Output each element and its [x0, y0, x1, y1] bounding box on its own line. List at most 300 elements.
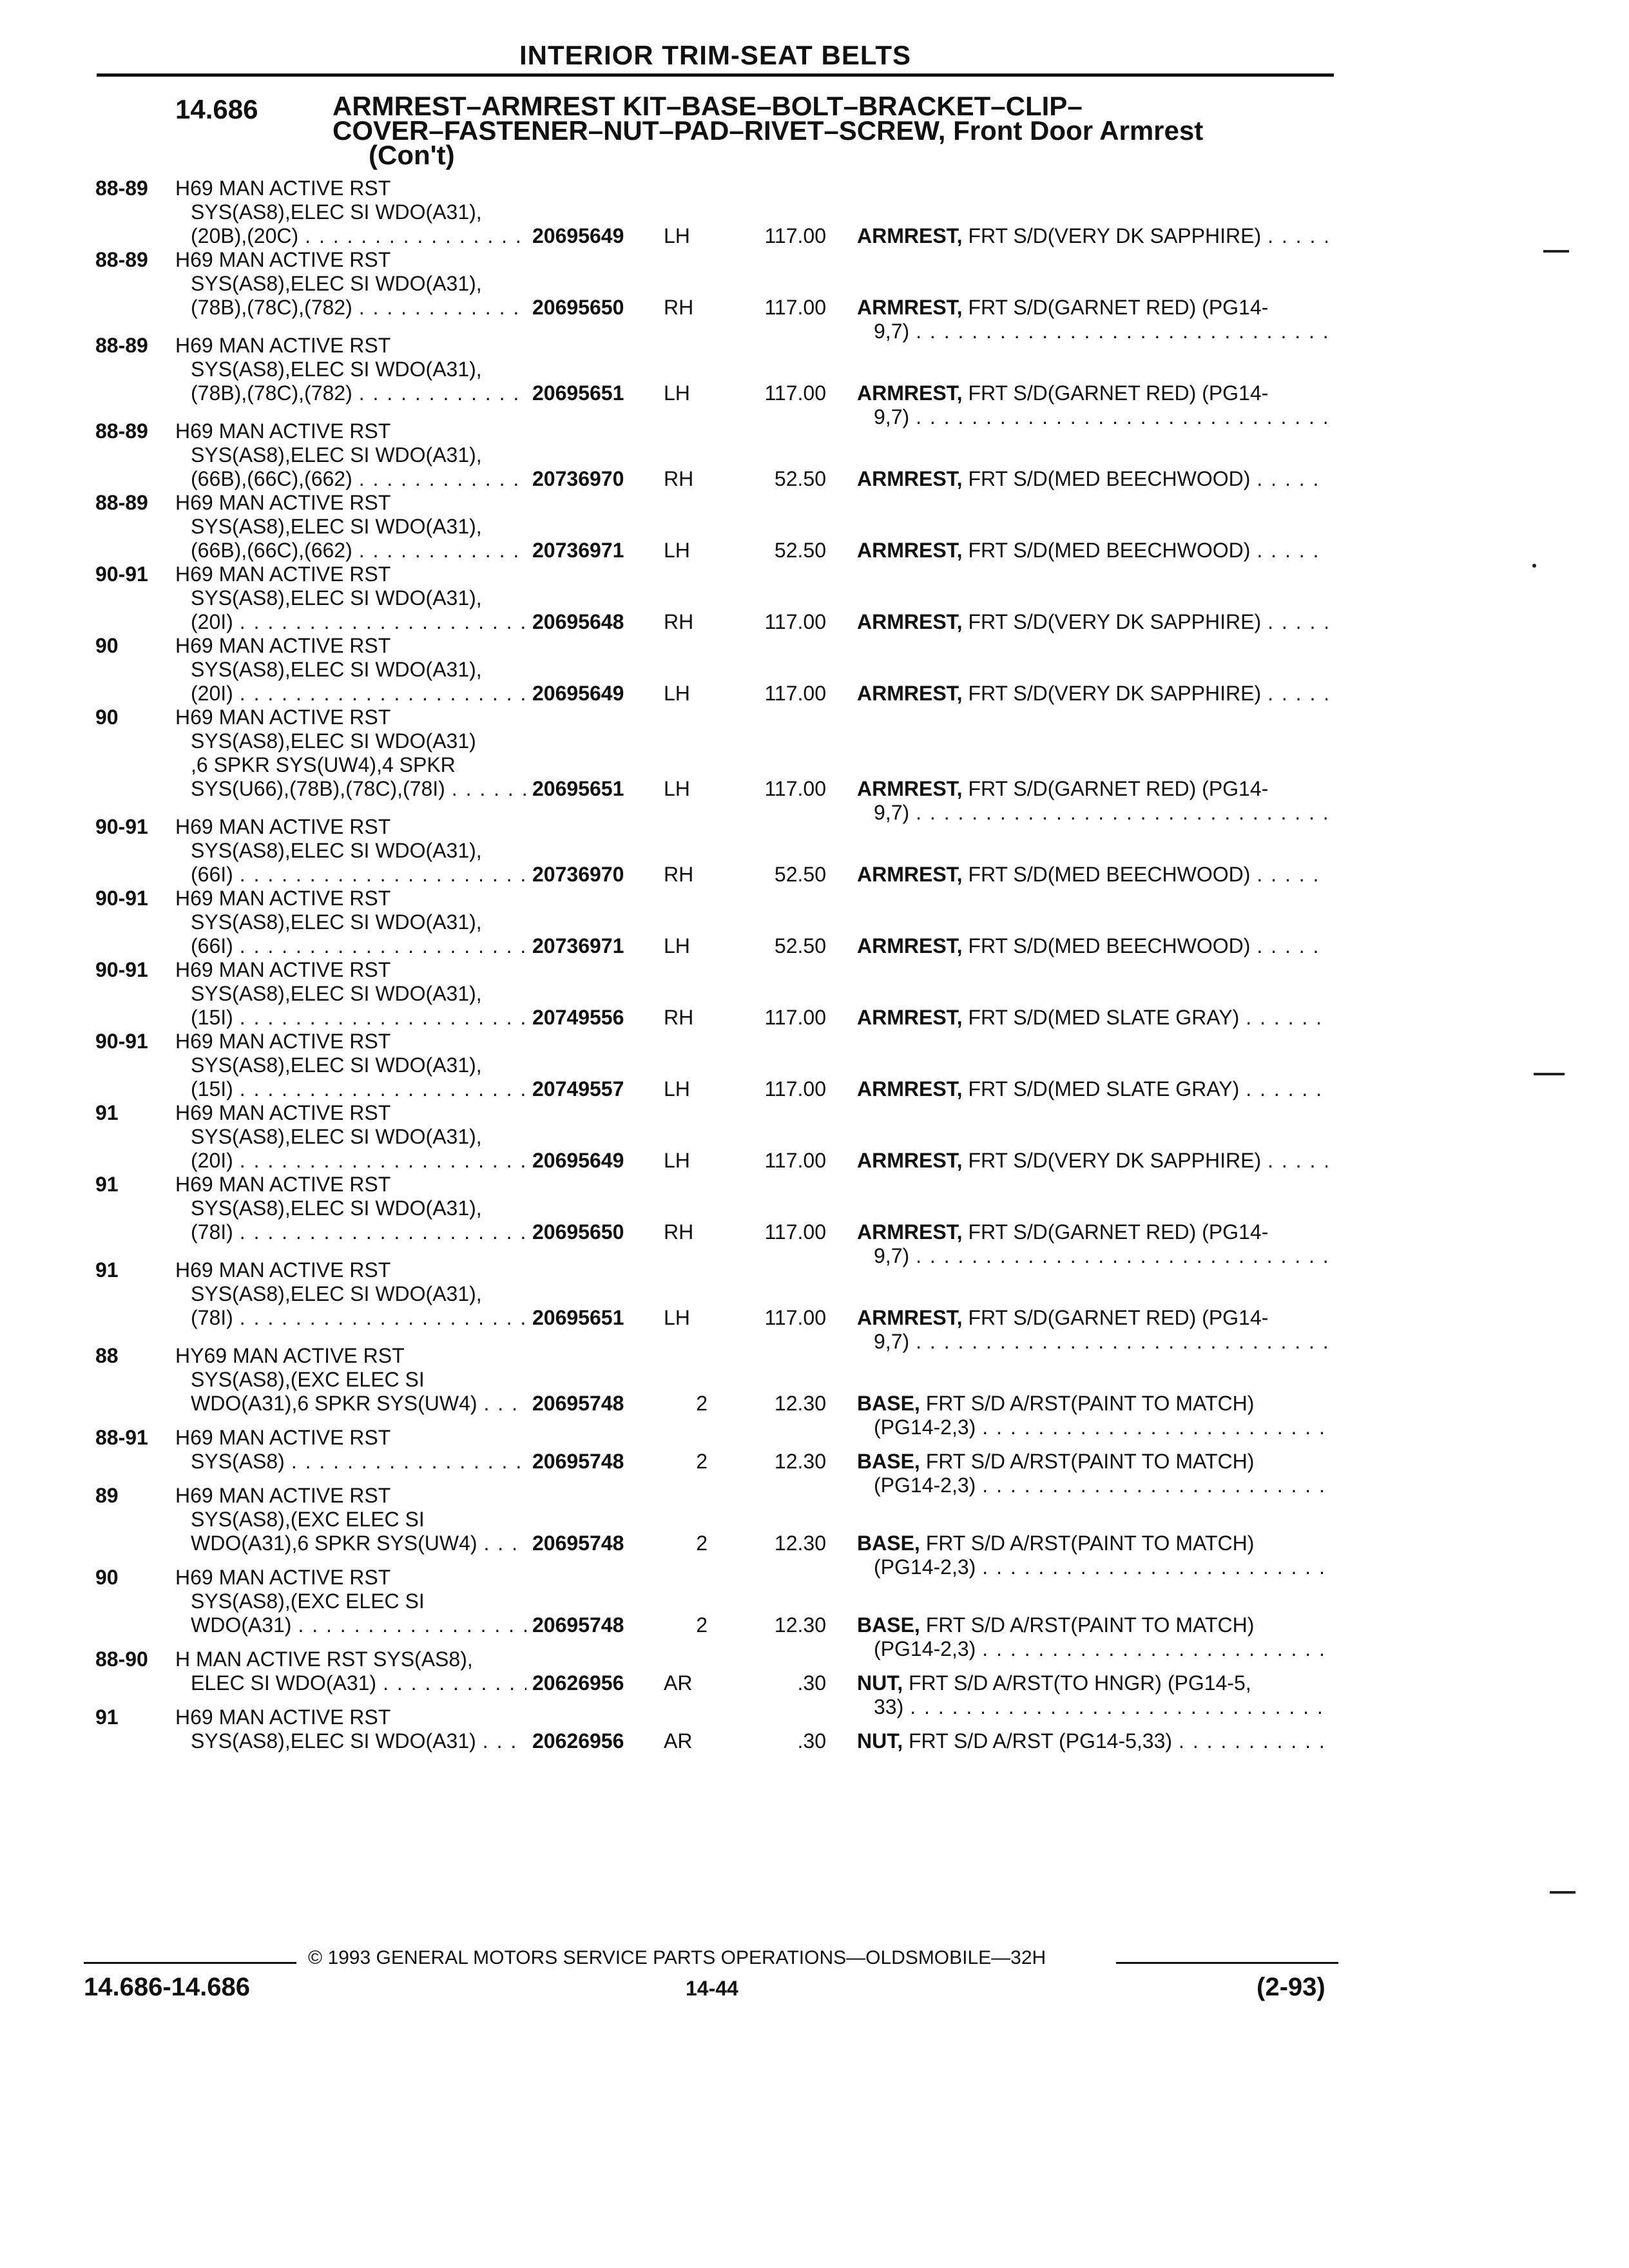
quantity: AR [664, 1671, 693, 1695]
description-line [175, 863, 526, 887]
description-text: SYS(AS8),ELEC SI WDO(A31) [191, 1729, 476, 1753]
part-name-line [857, 224, 1327, 248]
dot-leader [359, 539, 526, 562]
model-years: 91 [95, 1173, 119, 1196]
footer-section-range: 14.686-14.686 [84, 1973, 251, 2001]
description-line [175, 1030, 526, 1053]
model-years: 88-89 [95, 248, 148, 271]
part-name-detail: FRT S/D(GARNET RED) (PG14- [962, 1306, 1269, 1329]
part-name-bold: ARMREST, [857, 863, 963, 886]
description-text: (20B),(20C) [191, 224, 299, 247]
description-text: WDO(A31) [191, 1613, 292, 1637]
part-name-detail: FRT S/D(VERY DK SAPPHIRE) [962, 224, 1262, 247]
description-line [175, 248, 526, 272]
model-years: 88-89 [95, 334, 148, 357]
table-row [0, 177, 1629, 248]
footer-page-number: 14-44 [686, 1977, 738, 2000]
part-name-line [857, 777, 1327, 801]
quantity: RH [664, 1006, 694, 1029]
part-name [857, 467, 1327, 491]
description-line [175, 1532, 526, 1555]
quantity: LH [664, 381, 690, 405]
model-years: 90 [95, 706, 119, 729]
part-name-bold: ARMREST, [857, 1077, 963, 1100]
part-name-detail: FRT S/D(VERY DK SAPPHIRE) [962, 610, 1262, 633]
part-name-text [857, 539, 1250, 562]
description-text: (20I) [191, 1149, 233, 1172]
part-name [857, 610, 1327, 634]
part-number: 20736971 [532, 934, 624, 957]
quantity: RH [664, 610, 694, 633]
dot-leader [1257, 467, 1327, 491]
description-line [175, 958, 526, 982]
unit-price: 117.00 [764, 224, 826, 247]
description-line [175, 777, 526, 801]
application-description [175, 1344, 526, 1416]
part-name-text [857, 1306, 1268, 1330]
description-line [175, 1306, 526, 1330]
description-line [175, 381, 526, 405]
description-text: SYS(AS8),(EXC ELEC SI [191, 1508, 425, 1531]
description-line [175, 296, 526, 320]
part-number: 20736970 [532, 467, 624, 490]
dot-leader [298, 1613, 526, 1637]
part-name [857, 1149, 1327, 1173]
part-name [857, 539, 1327, 562]
part-name-line [857, 1220, 1327, 1244]
table-row [0, 1706, 1629, 1753]
part-name-line [857, 1532, 1327, 1555]
model-years: 91 [95, 1258, 119, 1282]
part-name-detail: FRT S/D A/RST (PG14-5,33) [903, 1729, 1173, 1753]
description-text: H69 MAN ACTIVE RST [175, 1101, 391, 1124]
dot-leader [240, 1220, 526, 1244]
application-description [175, 1258, 526, 1330]
description-line [175, 1282, 526, 1306]
part-name-bold: ARMREST, [857, 1149, 963, 1172]
application-description [175, 419, 526, 491]
unit-price: 117.00 [764, 1149, 826, 1172]
description-text: H69 MAN ACTIVE RST [175, 491, 391, 514]
description-text: HY69 MAN ACTIVE RST [175, 1344, 405, 1367]
description-line [175, 1196, 526, 1220]
part-name-line [857, 1450, 1327, 1474]
table-row [0, 706, 1629, 824]
description-text: (20I) [191, 610, 233, 633]
dot-leader [1246, 1077, 1327, 1101]
model-years: 90-91 [95, 815, 148, 838]
footer-rule-left [84, 1962, 296, 1964]
description-line [175, 839, 526, 863]
part-name-bold: BASE, [857, 1450, 920, 1473]
part-name-detail: FRT S/D A/RST(PAINT TO MATCH) [920, 1450, 1255, 1473]
quantity: LH [664, 1077, 690, 1100]
part-name-bold: NUT, [857, 1671, 903, 1695]
quantity: LH [664, 1149, 690, 1172]
part-number: 20695748 [532, 1450, 624, 1473]
part-name-text [857, 1671, 1251, 1695]
parts-list [0, 177, 1629, 1753]
description-line [175, 358, 526, 381]
dot-leader [240, 1149, 526, 1173]
description-text: H69 MAN ACTIVE RST [175, 419, 391, 443]
part-number: 20626956 [532, 1671, 624, 1695]
dot-leader [240, 682, 526, 706]
dot-leader [484, 1392, 526, 1416]
part-name-text [857, 610, 1261, 634]
part-name-detail: (PG14-2,3) [874, 1555, 976, 1579]
table-row [0, 815, 1629, 887]
description-line [175, 1426, 526, 1450]
quantity: LH [664, 777, 690, 800]
unit-price: .30 [797, 1729, 826, 1753]
description-line [175, 491, 526, 515]
description-line [175, 1258, 526, 1282]
description-text: H69 MAN ACTIVE RST [175, 1030, 391, 1053]
description-text: SYS(AS8),ELEC SI WDO(A31), [191, 1125, 482, 1148]
description-text: (15I) [191, 1077, 233, 1100]
description-text: SYS(AS8),ELEC SI WDO(A31), [191, 1282, 482, 1305]
application-description [175, 248, 526, 320]
description-text: SYS(AS8),ELEC SI WDO(A31), [191, 200, 482, 224]
application-description [175, 1706, 526, 1753]
part-name-line [857, 682, 1327, 706]
description-line [175, 1392, 526, 1416]
description-line [175, 272, 526, 296]
part-name-detail: 9,7) [874, 801, 910, 824]
page-header-title: INTERIOR TRIM-SEAT BELTS [519, 40, 912, 70]
description-text: SYS(AS8),ELEC SI WDO(A31), [191, 1053, 482, 1077]
part-name-detail: FRT S/D(MED BEECHWOOD) [962, 467, 1251, 490]
description-text: H69 MAN ACTIVE RST [175, 1484, 391, 1507]
part-name-bold: ARMREST, [857, 296, 963, 319]
part-number: 20749556 [532, 1006, 624, 1029]
table-row [0, 248, 1629, 343]
part-number: 20695651 [532, 381, 624, 405]
part-number: 20695650 [532, 1220, 624, 1244]
application-description [175, 634, 526, 706]
part-number: 20695649 [532, 682, 624, 705]
part-name-bold: ARMREST, [857, 934, 963, 957]
part-name-detail: FRT S/D(MED BEECHWOOD) [962, 934, 1251, 957]
dot-leader [383, 1671, 526, 1695]
section-number: 14.686 [175, 94, 258, 124]
part-number: 20695649 [532, 224, 624, 247]
part-name-detail: FRT S/D A/RST(PAINT TO MATCH) [920, 1532, 1255, 1555]
description-text: SYS(U66),(78B),(78C),(78I) [191, 777, 445, 800]
part-name-line [857, 934, 1327, 958]
description-line [175, 515, 526, 539]
description-text: H69 MAN ACTIVE RST [175, 1173, 391, 1196]
description-line [175, 1706, 526, 1729]
part-name-detail: FRT S/D(VERY DK SAPPHIRE) [962, 1149, 1262, 1172]
description-line [175, 562, 526, 586]
description-line [175, 1729, 526, 1753]
part-name-detail: 9,7) [874, 1244, 910, 1267]
description-text: SYS(AS8),ELEC SI WDO(A31), [191, 358, 482, 381]
quantity: LH [664, 682, 690, 705]
margin-mark [1550, 1891, 1576, 1894]
description-text: SYS(AS8),ELEC SI WDO(A31), [191, 515, 482, 538]
description-line [175, 1125, 526, 1149]
dot-leader [291, 1450, 526, 1474]
description-line [175, 1344, 526, 1368]
description-line [175, 1648, 526, 1671]
part-name-line [857, 863, 1327, 887]
description-line [175, 1077, 526, 1101]
dot-leader [452, 777, 526, 801]
description-text: H69 MAN ACTIVE RST [175, 562, 391, 586]
part-name-text [857, 1729, 1172, 1753]
description-text: ,6 SPKR SYS(UW4),4 SPKR [191, 753, 456, 776]
part-name [857, 1729, 1327, 1753]
unit-price: 117.00 [764, 1077, 826, 1100]
part-name-line [857, 1671, 1327, 1695]
part-name-bold: BASE, [857, 1392, 920, 1415]
section-title-line: COVER–FASTENER–NUT–PAD–RIVET–SCREW, Front Door Armrest [333, 115, 1204, 146]
part-name-line [857, 1077, 1327, 1101]
part-name-detail: 33) [874, 1695, 904, 1718]
description-line [175, 729, 526, 753]
part-name-text [857, 1392, 1254, 1416]
description-line [175, 224, 526, 248]
unit-price: 52.50 [774, 539, 826, 562]
footer-rule-right [1116, 1962, 1338, 1964]
part-name-text [857, 1077, 1239, 1101]
description-line [175, 610, 526, 634]
part-name-bold: ARMREST, [857, 777, 963, 800]
description-line [175, 1590, 526, 1613]
unit-price: 117.00 [764, 381, 826, 405]
description-text: (78I) [191, 1220, 233, 1244]
unit-price: 117.00 [764, 1220, 826, 1244]
part-name-text [857, 467, 1250, 491]
part-number: 20736971 [532, 539, 624, 562]
part-name-bold: ARMREST, [857, 682, 963, 705]
part-number: 20736970 [532, 863, 624, 886]
dot-leader [305, 224, 526, 248]
description-line [175, 634, 526, 658]
quantity: LH [664, 539, 690, 562]
table-row [0, 634, 1629, 706]
table-row [0, 887, 1629, 958]
description-text: H69 MAN ACTIVE RST [175, 815, 391, 838]
table-row [0, 562, 1629, 634]
description-line [175, 934, 526, 958]
part-name-text [857, 777, 1268, 801]
part-name-text [857, 1220, 1268, 1244]
dot-leader [359, 296, 526, 320]
dot-leader [240, 934, 526, 958]
description-line [175, 1450, 526, 1474]
dot-leader [1257, 539, 1327, 562]
margin-mark [1534, 1073, 1565, 1075]
unit-price: 12.30 [774, 1392, 826, 1415]
unit-price: 117.00 [764, 610, 826, 633]
table-row [0, 419, 1629, 491]
dot-leader [1268, 610, 1327, 634]
dot-leader [484, 1532, 526, 1555]
model-years: 90-91 [95, 1030, 148, 1053]
application-description [175, 1648, 526, 1695]
part-name-detail: FRT S/D(MED SLATE GRAY) [962, 1077, 1240, 1100]
part-name-bold: BASE, [857, 1613, 920, 1637]
description-line [175, 1368, 526, 1392]
description-text: SYS(AS8),ELEC SI WDO(A31), [191, 443, 482, 466]
part-name-text [857, 1149, 1261, 1173]
quantity: 2 [696, 1613, 708, 1637]
part-name-bold: ARMREST, [857, 381, 963, 405]
description-line [175, 753, 526, 777]
part-name-detail: FRT S/D(MED BEECHWOOD) [962, 539, 1251, 562]
part-name-bold: NUT, [857, 1729, 903, 1753]
description-text: H69 MAN ACTIVE RST [175, 1426, 391, 1449]
unit-price: 52.50 [774, 467, 826, 490]
part-name-text [857, 1532, 1254, 1555]
dot-leader [359, 467, 526, 491]
part-name-line [857, 1306, 1327, 1330]
part-name-line [857, 1613, 1327, 1637]
table-row [0, 1173, 1629, 1267]
part-name-text [857, 1006, 1239, 1030]
part-name-detail: FRT S/D(GARNET RED) (PG14- [962, 381, 1269, 405]
description-text: (78B),(78C),(782) [191, 296, 352, 319]
dot-leader [240, 863, 526, 887]
description-line [175, 334, 526, 358]
description-line [175, 1053, 526, 1077]
model-years: 88-90 [95, 1648, 148, 1671]
model-years: 91 [95, 1101, 119, 1124]
part-name-detail: 9,7) [874, 320, 910, 343]
model-years: 90 [95, 1566, 119, 1589]
part-name-line [857, 1006, 1327, 1030]
description-text: SYS(AS8),(EXC ELEC SI [191, 1368, 425, 1391]
part-name-detail: 9,7) [874, 1330, 910, 1353]
part-name-detail: FRT S/D(GARNET RED) (PG14- [962, 777, 1269, 800]
model-years: 88-89 [95, 491, 148, 514]
part-number: 20695748 [532, 1532, 624, 1555]
dot-leader [1246, 1006, 1327, 1030]
description-line [175, 1508, 526, 1532]
footer-revision-date: (2-93) [1257, 1973, 1325, 2001]
part-name-text [857, 296, 1268, 320]
quantity: RH [664, 863, 694, 886]
description-text: H69 MAN ACTIVE RST [175, 1566, 391, 1589]
table-row [0, 1030, 1629, 1101]
part-name-bold: BASE, [857, 1532, 920, 1555]
unit-price: 12.30 [774, 1613, 826, 1637]
description-text: WDO(A31),6 SPKR SYS(UW4) [191, 1392, 477, 1415]
description-line [175, 982, 526, 1006]
description-text: SYS(AS8),ELEC SI WDO(A31), [191, 658, 482, 681]
description-text: SYS(AS8),ELEC SI WDO(A31), [191, 910, 482, 934]
description-text: (15I) [191, 1006, 233, 1029]
description-line [175, 200, 526, 224]
dot-leader [240, 1006, 526, 1030]
footer-copyright: © 1993 GENERAL MOTORS SERVICE PARTS OPERATIONS—OLDSMOBILE—32H [308, 1947, 1046, 1968]
model-years: 88-91 [95, 1426, 148, 1449]
part-name-bold: ARMREST, [857, 1306, 963, 1329]
part-number: 20695748 [532, 1392, 624, 1415]
application-description [175, 1173, 526, 1244]
part-name-detail: FRT S/D(MED BEECHWOOD) [962, 863, 1251, 886]
part-name-bold: ARMREST, [857, 467, 963, 490]
part-number: 20695651 [532, 1306, 624, 1329]
quantity: AR [664, 1729, 693, 1753]
unit-price: 117.00 [764, 296, 826, 319]
description-text: H69 MAN ACTIVE RST [175, 177, 391, 200]
application-description [175, 958, 526, 1030]
part-name-detail: (PG14-2,3) [874, 1474, 976, 1497]
quantity: LH [664, 1306, 690, 1329]
part-name-line [857, 610, 1327, 634]
part-name-bold: ARMREST, [857, 1006, 963, 1029]
dot-leader [1268, 682, 1327, 706]
description-text: (66I) [191, 863, 233, 886]
unit-price: 12.30 [774, 1450, 826, 1473]
application-description [175, 177, 526, 248]
part-number: 20695648 [532, 610, 624, 633]
description-text: SYS(AS8),ELEC SI WDO(A31) [191, 729, 476, 753]
description-line [175, 419, 526, 443]
description-text: (78I) [191, 1306, 233, 1329]
part-name-text [857, 1613, 1254, 1637]
part-name [857, 682, 1327, 706]
description-line [175, 910, 526, 934]
description-text: SYS(AS8),ELEC SI WDO(A31), [191, 1196, 482, 1220]
unit-price: 12.30 [774, 1532, 826, 1555]
part-name-text [857, 863, 1250, 887]
description-text: WDO(A31),6 SPKR SYS(UW4) [191, 1532, 477, 1555]
part-name-line [857, 467, 1327, 491]
dot-leader [1257, 863, 1327, 887]
unit-price: 117.00 [764, 777, 826, 800]
part-number: 20695650 [532, 296, 624, 319]
model-years: 90 [95, 634, 119, 657]
part-name-detail: 9,7) [874, 405, 910, 428]
description-line [175, 1566, 526, 1590]
part-name [857, 863, 1327, 887]
description-line [175, 1220, 526, 1244]
part-name-detail: (PG14-2,3) [874, 1637, 976, 1660]
part-name-line [857, 539, 1327, 562]
description-text: H69 MAN ACTIVE RST [175, 1258, 391, 1282]
application-description [175, 887, 526, 958]
part-name-bold: ARMREST, [857, 539, 963, 562]
table-row [0, 334, 1629, 428]
part-name [857, 1006, 1327, 1030]
part-name [857, 934, 1327, 958]
model-years: 90-91 [95, 562, 148, 586]
description-line [175, 1101, 526, 1125]
quantity: RH [664, 467, 694, 490]
description-line [175, 1173, 526, 1196]
description-text: (66B),(66C),(662) [191, 539, 352, 562]
quantity: LH [664, 934, 690, 957]
part-name [857, 1077, 1327, 1101]
part-name-line [857, 1392, 1327, 1416]
part-name-text [857, 1450, 1254, 1474]
unit-price: 117.00 [764, 1306, 826, 1329]
quantity: 2 [696, 1450, 708, 1473]
section-title-line: (Con't) [369, 140, 455, 170]
part-number: 20626956 [532, 1729, 624, 1753]
part-name [857, 224, 1327, 248]
application-description [175, 706, 526, 801]
model-years: 89 [95, 1484, 119, 1507]
unit-price: 52.50 [774, 863, 826, 886]
dot-leader [240, 610, 526, 634]
